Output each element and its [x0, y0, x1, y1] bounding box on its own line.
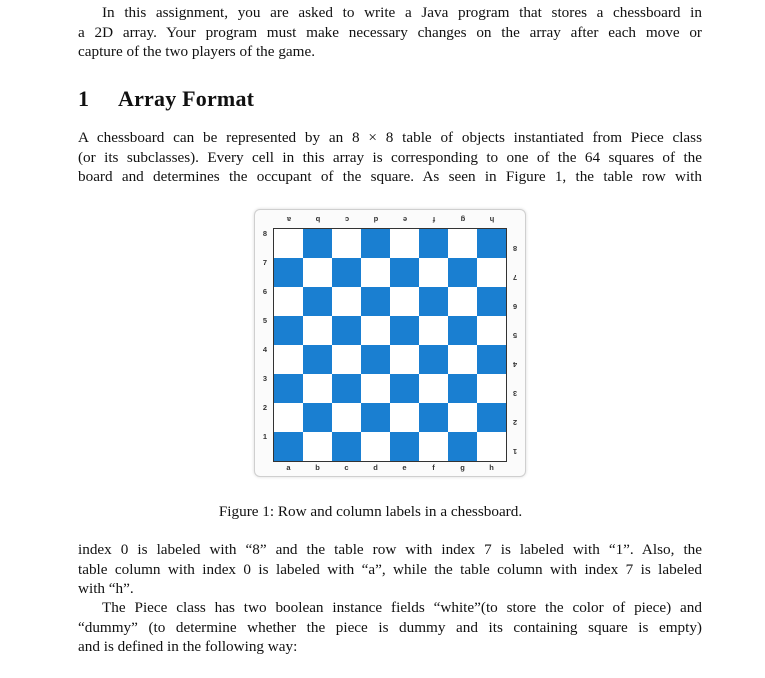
rank-label-left: 6: [262, 286, 268, 296]
board-square-g2: [448, 403, 477, 432]
text-line: capture of the two players of the game.: [78, 43, 316, 60]
file-label-top: c: [344, 215, 349, 224]
rank-label-left: 7: [262, 257, 268, 267]
board-square-f3: [419, 374, 448, 403]
board-square-c4: [332, 345, 361, 374]
board-square-d1: [361, 432, 390, 461]
board-square-b4: [303, 345, 332, 374]
rank-label-right: 8: [512, 243, 518, 253]
board-square-d3: [361, 374, 390, 403]
file-label-bottom: g: [460, 463, 465, 472]
board-square-d2: [361, 403, 390, 432]
text-line: The Piece class has two boolean instance fields “white”(to store the color of piece) and: [102, 599, 702, 616]
board-square-d4: [361, 345, 390, 374]
board-square-b7: [303, 258, 332, 287]
rank-label-left: 8: [262, 228, 268, 238]
board-square-e8: [390, 229, 419, 258]
text-line: and is defined in the following way:: [78, 638, 298, 655]
chessboard: [273, 228, 507, 462]
text-line: index 0 is labeled with “8” and the table row with index 7 is labeled with “1”. Also, the: [78, 541, 702, 558]
file-label-bottom: f: [432, 463, 435, 472]
board-square-g1: [448, 432, 477, 461]
board-square-a6: [274, 287, 303, 316]
rank-label-right: 5: [512, 330, 518, 340]
rank-label-right: 4: [512, 359, 518, 369]
board-square-b6: [303, 287, 332, 316]
intro-paragraph: [78, 3, 702, 62]
file-label-top: d: [373, 215, 378, 224]
text-line: with “h”.: [78, 580, 134, 597]
file-label-bottom: b: [315, 463, 320, 472]
file-label-top: f: [432, 215, 435, 224]
file-label-top: e: [402, 215, 407, 224]
board-square-h2: [477, 403, 506, 432]
text-line: a 2D array. Your program must make necessary changes on the array after each move or: [78, 23, 702, 41]
rank-label-left: 3: [262, 373, 268, 383]
board-square-a5: [274, 316, 303, 345]
board-square-f8: [419, 229, 448, 258]
section-number: 1: [78, 86, 90, 111]
board-square-c3: [332, 374, 361, 403]
labeling-paragraph: [78, 540, 702, 599]
file-label-bottom: e: [402, 463, 407, 472]
board-square-e2: [390, 403, 419, 432]
rank-label-left: 1: [262, 431, 268, 441]
rank-label-left: 4: [262, 344, 268, 354]
board-square-a3: [274, 374, 303, 403]
board-square-f4: [419, 345, 448, 374]
board-square-e4: [390, 345, 419, 374]
board-square-g5: [448, 316, 477, 345]
piece-class-paragraph: [78, 598, 702, 657]
board-square-e6: [390, 287, 419, 316]
board-square-c8: [332, 229, 361, 258]
board-square-f6: [419, 287, 448, 316]
rank-label-left: 5: [262, 315, 268, 325]
board-square-b2: [303, 403, 332, 432]
text-line: A chessboard can be represented by an 8 × 8 table of objects instantiated from Piece class: [78, 129, 702, 146]
section-title: Array Format: [118, 86, 255, 111]
text-line: table column with index 0 is labeled with “a”, while the table column with index 7 is labeled: [78, 560, 702, 578]
board-square-h1: [477, 432, 506, 461]
board-square-g6: [448, 287, 477, 316]
board-square-e5: [390, 316, 419, 345]
board-square-h6: [477, 287, 506, 316]
board-square-c7: [332, 258, 361, 287]
figure-caption: [0, 503, 765, 521]
board-square-h8: [477, 229, 506, 258]
board-square-d8: [361, 229, 390, 258]
array-format-paragraph: [78, 128, 702, 187]
file-label-bottom: a: [286, 463, 291, 472]
board-square-g7: [448, 258, 477, 287]
file-label-top: b: [315, 215, 320, 224]
caption-text: Figure 1: Row and column labels in a chessboard.: [218, 503, 523, 520]
text-line: (or its subclasses). Every cell in this array is corresponding to one of the 64 squares of the: [78, 148, 702, 166]
board-square-a2: [274, 403, 303, 432]
section-heading: [78, 86, 254, 112]
file-label-bottom: d: [373, 463, 378, 472]
rank-label-right: 2: [512, 417, 518, 427]
board-square-a7: [274, 258, 303, 287]
board-square-f7: [419, 258, 448, 287]
text-line: In this assignment, you are asked to write a Java program that stores a chessboard in: [102, 4, 702, 21]
board-square-d7: [361, 258, 390, 287]
board-square-b1: [303, 432, 332, 461]
file-label-top: h: [489, 215, 494, 224]
board-square-e7: [390, 258, 419, 287]
board-square-g4: [448, 345, 477, 374]
board-square-c6: [332, 287, 361, 316]
board-square-b8: [303, 229, 332, 258]
board-square-b3: [303, 374, 332, 403]
board-square-g8: [448, 229, 477, 258]
text-line: “dummy” (to determine whether the piece is dummy and its containing square is empty): [78, 618, 702, 636]
board-square-g3: [448, 374, 477, 403]
file-label-top: g: [460, 215, 465, 224]
board-square-c2: [332, 403, 361, 432]
board-square-h7: [477, 258, 506, 287]
board-square-f2: [419, 403, 448, 432]
board-square-h3: [477, 374, 506, 403]
rank-label-right: 7: [512, 272, 518, 282]
board-square-c5: [332, 316, 361, 345]
rank-label-right: 3: [512, 388, 518, 398]
rank-label-right: 1: [512, 446, 518, 456]
board-square-d6: [361, 287, 390, 316]
file-label-top: a: [286, 215, 291, 224]
board-square-c1: [332, 432, 361, 461]
file-label-bottom: c: [344, 463, 349, 472]
board-square-f1: [419, 432, 448, 461]
board-square-e3: [390, 374, 419, 403]
board-square-e1: [390, 432, 419, 461]
rank-label-right: 6: [512, 301, 518, 311]
board-square-a4: [274, 345, 303, 374]
board-square-a8: [274, 229, 303, 258]
file-label-bottom: h: [489, 463, 494, 472]
board-square-f5: [419, 316, 448, 345]
board-square-d5: [361, 316, 390, 345]
rank-label-left: 2: [262, 402, 268, 412]
text-line: board and determines the occupant of the square. As seen in Figure 1, the table row with: [78, 168, 702, 185]
board-square-h4: [477, 345, 506, 374]
board-square-h5: [477, 316, 506, 345]
board-square-a1: [274, 432, 303, 461]
board-square-b5: [303, 316, 332, 345]
